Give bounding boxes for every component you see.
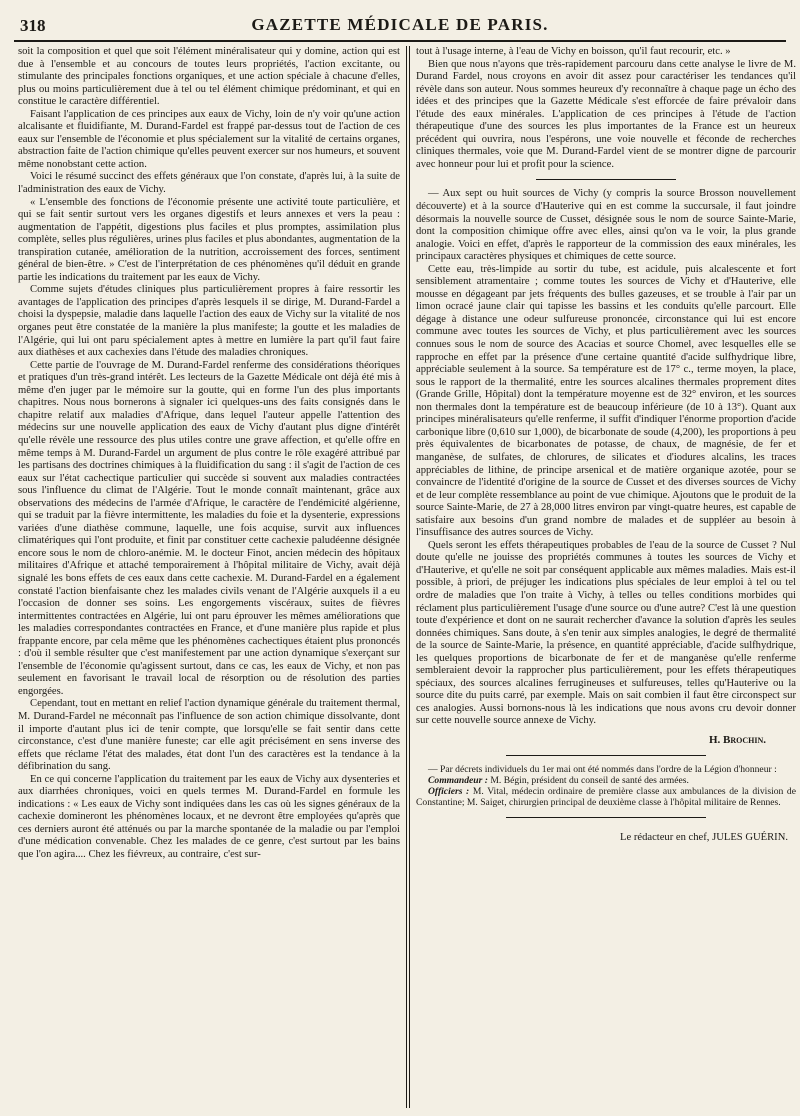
paragraph: tout à l'usage interne, à l'eau de Vichy en boisson, qu'il faut recourir, etc. »	[416, 46, 731, 57]
paragraph: Cette eau, très-limpide au sortir du tube, est acidule, puis alcalescente et fort sensiblement atramentaire ; comme toutes les sources de Vichy et d'Hauterive, elle mousse en dégageant par jets fréquents des bulles gazeuses, et se trouble à l'air par un limon ocracé jaune clair qui tapisse les bassins et les conduits qu'elle parcourt. Elle dégage à distance une odeur sulfureuse prononcée, circonstance qui lui est encore commune avec toutes les sources de Vichy, et plus particulièrement avec les sources connues sous le nom de source des Acacias et source Chomel, avec lesquelles elle se rapproche en effet par la présence d'une certaine quantité d'acide sulfhydrique libre, appréciable seulement à la source. Sa température est de 17° c., terme moyen, la place, sous le rapport de la thermalité, entre les sources alcalines thermales proprement dites (Grande Grille, Hôpital) dont la température moyenne est de 32° environ, et les sources non thermales dont la température est de beaucoup inférieure (de 10 à 13°). Quant aux principes minéralisateurs qu'elle renferme, il suffit d'indiquer l'énorme proportion d'acide carbonique libre (0,610 sur 1,000), de bicarbonate de soude (4,200), les proportions à peu près équivalentes de bicarbonates de potasse, de chaux, de magnésie, de fer et manganèse, de sulfates, de chlorures, de silicates et d'iodures alcalins, les traces appréciables de lithine, de principe arsenical et de matière organique azotée, pour se convaincre de l'identité d'origine de la source de Cusset et des diverses sources de Vichy et de leur complète ressemblance au point de vue chimique. Ajoutons que le produit de la source Sainte-Marie, de 27 à 28,000 litres environ par vingt-quatre heures, est capable de satisfaire aux besoins d'un grand nombre de malades et de suppléer au besoin à l'insuffisance des autres sources de Vichy.	[416, 263, 796, 539]
page-header	[14, 14, 786, 42]
editor-line: Le rédacteur en chef, JULES GUÉRIN.	[620, 831, 788, 843]
paragraph: Bien que nous n'ayons que très-rapidement parcouru dans cette analyse le livre de M. Durand Fardel, nous croyons en avoir dit assez pour caractériser les tendances qu'il révèle dans son auteur. Nous sommes heureux d'y reconnaître à chaque page un écho des idées et des principes que la Gazette Médicale s'est efforcée de faire prévaloir dans l'étude des eaux minérales. L'application de ces principes à l'étude de l'action thérapeutique d'une des sources les plus importantes de la France est un heureux précédent qui ouvrira, nous l'espérons, une voie nouvelle et féconde de recherches cliniques thermales, voie que M. Durand-Fardel vient de se montrer digne de parcourir avec honneur pour lui et profit pour la science.	[416, 58, 796, 170]
paragraph: Faisant l'application de ces principes aux eaux de Vichy, loin de n'y voir qu'une action alcalisante et fluidifiante, M. Durand-Fardel est frappé par-dessus tout de l'action de ces eaux sur l'ensemble de l'économie et plus spécialement sur la vitalité de certains organes, abstraction faite de l'action chimique qu'elles peuvent exercer sur nos humeurs, et souvent même nonobstant cette action.	[18, 108, 400, 170]
decree-officiers	[416, 786, 796, 809]
paragraph: Voici le résumé succinct des effets généraux que l'on constate, d'après lui, à la suite de l'administration des eaux de Vichy.	[18, 171, 400, 196]
paragraph: En ce qui concerne l'application du traitement par les eaux de Vichy aux dysenteries et aux diarrhées chroniques, voici en quels termes M. Durand-Fardel en formule les indications : « Les eaux de Vichy sont indiquées dans les cas où les signes généraux de la cachexie domineront les phénomènes locaux, et ne devront être employées qu'après que ces derniers auront été atténués ou par la marche spontanée de la maladie ou par l'emploi d'une médication convenable. Chez les malades de ce genre, c'est surtout par les bains que l'on agira.... Chez les fiévreux, au contraire, c'est sur-	[18, 773, 400, 860]
page-number: 318	[20, 16, 46, 35]
decree-intro: — Par décrets individuels du 1er mai ont été nommés dans l'ordre de la Légion d'honneur :	[428, 763, 777, 775]
decree-label: Officiers :	[428, 786, 470, 798]
right-column	[416, 46, 796, 1108]
paragraph: « L'ensemble des fonctions de l'économie présente une activité toute particulière, et qui se fait sentir surtout vers les organes digestifs et leurs annexes et vers la peau : augmentation de l'appétit, digestions plus faciles et plus promptes, assimilation plus complète, selles plus régulières, urines plus faciles et plus abondantes, augmentation de la transpiration cutanée, amélioration de la nutrition, accroissement des forces, sentiment général de bien-être. » C'est de l'interprétation de ces phénomènes qu'il déduit en grande partie les indications du traitement par les eaux de Vichy.	[18, 196, 400, 283]
author-signature: H. Brochin.	[708, 733, 766, 746]
text-columns	[14, 46, 796, 1108]
paragraph: Comme sujets d'études cliniques plus particulièrement propres à faire ressortir les avantages de l'application des principes d'après lesquels il se dirige, M. Durand-Fardel a choisi la dyspepsie, maladie dans laquelle l'action des eaux de Vichy sur la vitalité de nos organes peut être constatée de la manière la plus manifeste; la goutte et les maladies de l'Algérie, qui lui ont paru spécialement aptes à mettre en lumière la part qu'il faut faire aux diathèses et aux cachexies dans l'étude des maladies chroniques.	[18, 284, 400, 359]
paragraph: Cependant, tout en mettant en relief l'action dynamique générale du traitement thermal, M. Durand-Fardel ne méconnaît pas l'influence de son action chimique dissolvante, dont il importe d'autant plus ici de tenir compte, que lorsqu'elle se fait sentir dans cette circonstance, c'est d'une manière funeste; car elle agit précisément en sens inverse des effets que réclame l'état des malades, état dont l'un des caractères est la tendance à la défibrination du sang.	[18, 698, 400, 773]
journal-title: GAZETTE MÉDICALE DE PARIS.	[251, 15, 549, 34]
paragraph: Cette partie de l'ouvrage de M. Durand-Fardel renferme des considérations théoriques et pratiques d'un très-grand intérêt. Les lecteurs de la Gazette Médicale ont déjà été mis à même d'en juger par le mémoire sur la goutte, qui en forme l'un des plus importants chapitres. Nous nous bornerons à signaler ici quelques-uns des faits consignés dans le chapitre relatif aux maladies d'Afrique, dans lequel l'auteur appelle l'attention des médecins sur une nouvelle application des eaux de Vichy d'autant plus digne d'intérêt qu'elle révèle une ressource des plus utiles contre une grave affection, et qu'elle offre en même temps à M. Durand-Fardel un argument de plus contre le rôle exagéré attribué par les partisans des doctrines chimiques à la fluidification du sang : il s'agit de l'action de ces eaux sur l'état cachectique particulier qui succède si souvent aux maladies contractées sous l'influence du climat de l'Algérie. Tout le monde connaît maintenant, grâce aux observations des médecins de l'armée d'Afrique, le caractère de l'endémicité algérienne, qui se traduit par la fièvre intermittente, les maladies du foie et la dysenterie, expressions variées d'une diathèse commune, laquelle, une fois acquise, survit aux influences climatériques qui l'ont produite, et finit par constituer cette cachexie paludéenne désignée encore sous le nom de chloro-anémie. M. le docteur Finot, ancien médecin des hôpitaux militaires d'Afrique et attaché temporairement à l'hôpital militaire de Vichy, avait déjà signalé les bons effets de ces eaux dans cette cachexie. M. Durand-Fardel en a également constaté l'action bienfaisante chez les malades civils venant de l'Algérie auxquels il a eu l'occasion de donner ses soins. Les engorgements viscéraux, suites de fièvres intermittentes contractées en Algérie, lui ont paru éprouver les mêmes améliorations que les maladies correspondantes contractées en France, et d'une manière plus rapide et plus frappante encore, par cela même que les phénomènes cachectiques étaient plus prononcés : d'où il semble résulter que c'est manifestement par une action dynamique s'exerçant sur l'ensemble de l'économie qu'agissent surtout, dans ce cas, les eaux de Vichy, et non pas seulement en favorisant le travail local de résorption ou de résolution des parties engorgées.	[18, 359, 400, 697]
decree-commandeur	[416, 775, 796, 786]
left-column	[18, 46, 400, 1108]
section-separator	[536, 179, 676, 180]
decree-text: M. Bégin, président du conseil de santé des armées.	[490, 774, 689, 786]
paragraph: soit la composition et quel que soit l'élément minéralisateur qui y domine, action qui est due à l'ensemble et au concours de toutes leurs propriétés, l'action excitante, ou stimulante des principales fonctions organiques, et une action spéciale à chacune d'elles, plus ou moins particulièrement due à tel ou tel élément chimique prédominant, et qui en constitue le caractère différentiel.	[18, 46, 400, 108]
paragraph: Quels seront les effets thérapeutiques probables de l'eau de la source de Cusset ? Nul doute qu'elle ne jouisse des propriétés communes à toutes les sources de Vichy et d'Hauterive, et qu'elle ne soit par conséquent applicable aux mêmes maladies. Mais est-il possible, à priori, de préjuger les indications plus spéciales de leur emploi à tel ou tel ordre de maladies que l'on traite à Vichy, à telles ou telles conditions morbides qui réclament plus particulièrement l'usage d'une source ou d'une autre? C'est là une question toute d'expérience et dont on ne saurait rechercher d'avance la solution d'après les seules données chimiques. Sans doute, à s'en tenir aux simples analogies, le degré de thermalité de la source de Sainte-Marie, la présence, en quantité appréciable, d'acide sulfhydrique, les quelques proportions de bicarbonate de fer et de manganèse qu'elle renferme sembleraient devoir la rapprocher plus particulièrement, pour les effets thérapeutiques spéciaux, des sources alcalines ferrugineuses et sulfureuses, telles qu'Hauterive ou la source dite du puits carré, par exemple. Mais on sait combien il faut être circonspect sur ces analogies. Aussi bornons-nous là les indications que nous avons cru devoir donner sur cette nouvelle source annexe de Vichy.	[416, 539, 796, 727]
column-rule	[406, 46, 407, 1108]
section-separator	[506, 755, 706, 756]
section-separator	[506, 817, 706, 818]
decree-label: Commandeur :	[428, 774, 488, 786]
decree-text: M. Vital, médecin ordinaire de première classe aux ambulances de la division de Constantine; M. Saiget, chirurgien principal de deuxième classe à l'hôpital militaire de Rennes.	[416, 786, 796, 809]
paragraph: — Aux sept ou huit sources de Vichy (y compris la source Brosson nouvellement découverte) et à la source d'Hauterive qui en est comme la succursale, il faut joindre désormais la nouvelle source de Cusset, désignée sous le nom de source Sainte-Marie, dont la composition chimique offre avec elles, ainsi qu'on va le voir, la plus grande analogie. Voici en effet, d'après le rapporteur de la commission des eaux minérales, les principaux caractères physiques et chimiques de cette source.	[416, 188, 796, 263]
column-rule	[409, 46, 410, 1108]
decree-notice	[416, 764, 796, 809]
